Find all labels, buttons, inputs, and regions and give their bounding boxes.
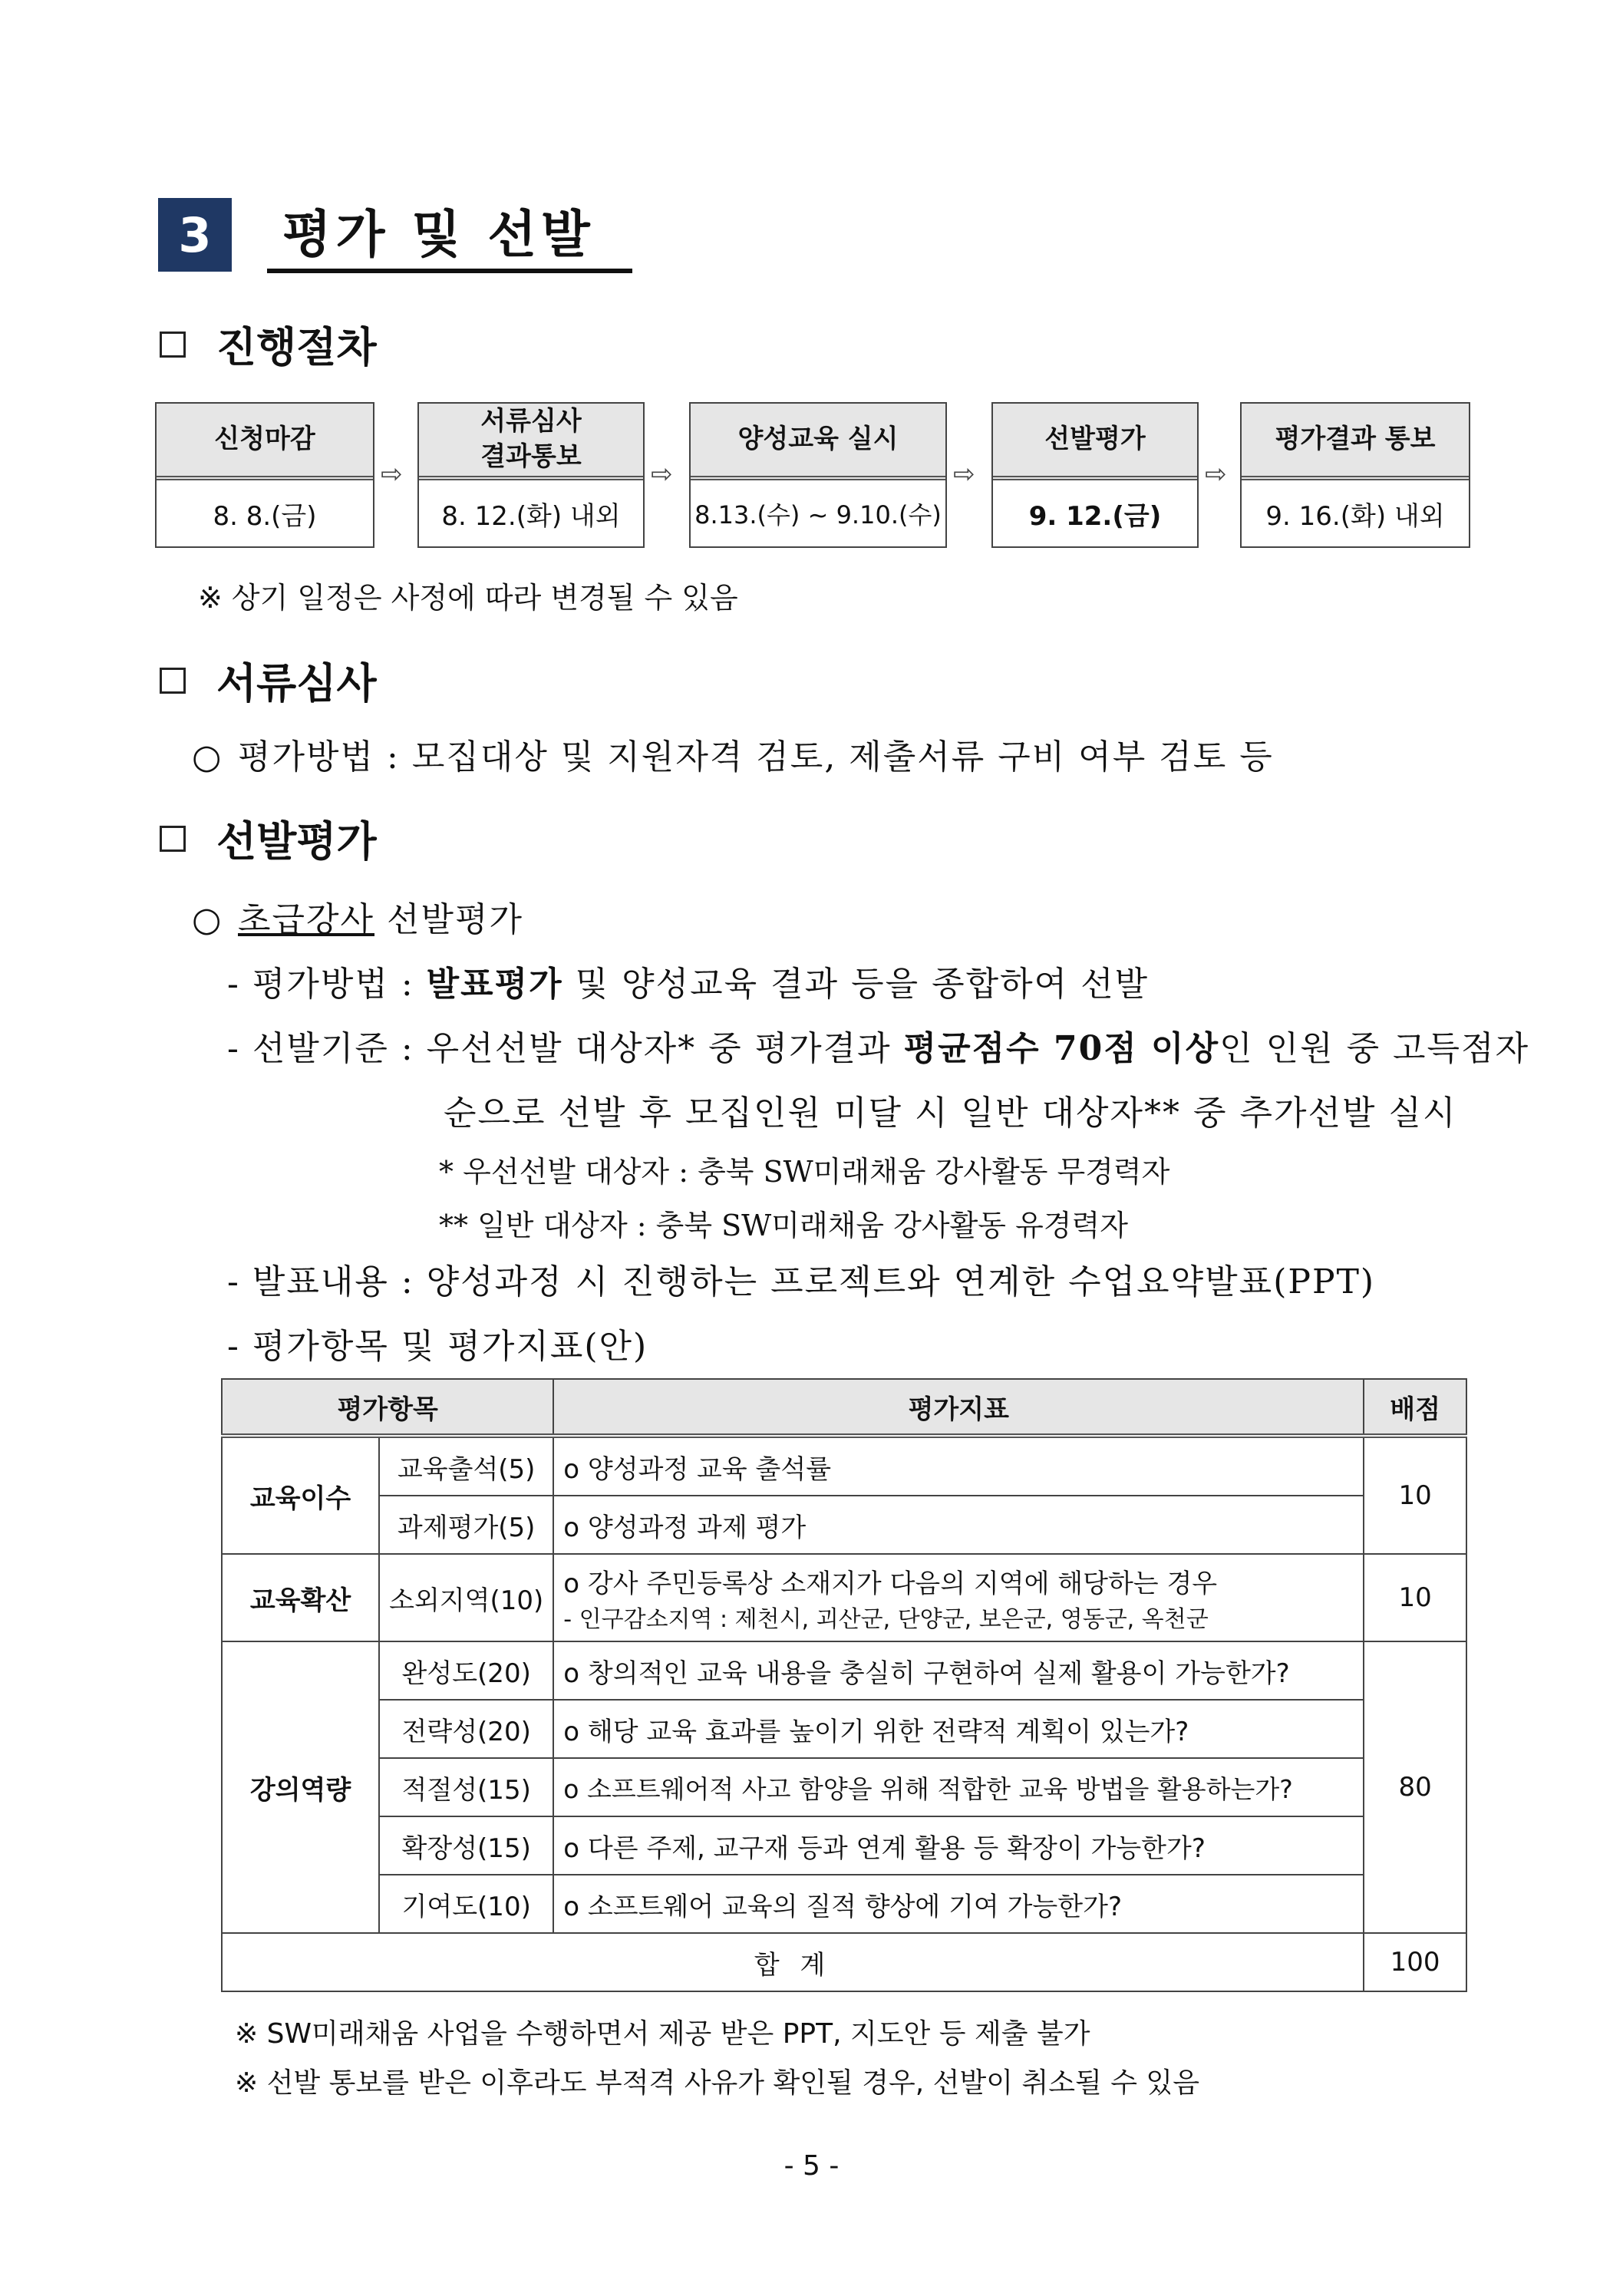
header-item: 평가항목 xyxy=(222,1379,553,1436)
item-cell: 기여도(10) xyxy=(379,1875,553,1933)
arrow-right-icon: ⇨ xyxy=(953,459,975,490)
criteria-a: 우선선발 대상자* 중 평가결과 xyxy=(426,1029,904,1068)
table-row xyxy=(222,1700,1466,1758)
step-date: 9. 16.(화) 내외 xyxy=(1265,500,1445,532)
index-cell: o 창의적인 교육 내용을 충실히 구현하여 실제 활용이 가능한가? xyxy=(553,1641,1364,1700)
score-cell: 10 xyxy=(1364,1554,1466,1641)
criteria-prefix: - 선발기준 : xyxy=(227,1029,427,1068)
header-score: 배점 xyxy=(1364,1379,1466,1436)
page-number: - 5 - xyxy=(783,2150,840,2182)
table-row xyxy=(222,1554,1466,1641)
section-number: 3 xyxy=(158,198,232,272)
index-main: o 강사 주민등록상 소재지가 다음의 지역에 해당하는 경우 xyxy=(563,1568,1218,1599)
procedure-heading xyxy=(160,315,377,374)
step-date: 9. 12.(금) xyxy=(1028,500,1162,532)
selection-heading xyxy=(160,809,377,868)
criteria-line-2: 순으로 선발 후 모집인원 미달 시 일반 대상자** 중 추가선발 실시 xyxy=(444,1094,1457,1133)
document-review-heading xyxy=(160,651,377,710)
step-1 xyxy=(155,402,374,548)
item-cell: 소외지역(10) xyxy=(379,1554,553,1641)
table-row xyxy=(222,1436,1466,1496)
table-row xyxy=(222,1641,1466,1700)
circle-bullet-icon: ○ xyxy=(192,900,223,939)
note-cancel: ※ 선발 통보를 받은 이후라도 부적격 사유가 확인될 경우, 선발이 취소될 수 있음 xyxy=(235,2067,1199,2099)
total-label: 합 계 xyxy=(222,1933,1364,1991)
method-line xyxy=(227,956,1149,1005)
selection-heading-text: 선발평가 xyxy=(216,817,377,866)
index-cell: o 해당 교육 효과를 높이기 위한 전략적 계획이 있는가? xyxy=(553,1700,1364,1758)
total-score: 100 xyxy=(1364,1933,1466,1991)
content-line: - 발표내용 : 양성과정 시 진행하는 프로젝트와 연계한 수업요약발표(PPT) xyxy=(227,1262,1376,1301)
table-row xyxy=(222,1758,1466,1816)
method-rest: 및 양성교육 결과 등을 종합하여 선발 xyxy=(562,965,1150,1004)
index-cell xyxy=(553,1554,1364,1641)
step-2 xyxy=(417,402,645,548)
step-date: 8. 8.(금) xyxy=(213,500,317,532)
arrow-right-icon: ⇨ xyxy=(651,459,673,490)
item-cell: 확장성(15) xyxy=(379,1816,553,1875)
section-title: 평가 및 선발 xyxy=(282,205,595,264)
evaluation-table xyxy=(221,1378,1467,1992)
index-cell: o 소프트웨어적 사고 함양을 위해 적합한 교육 방법을 활용하는가? xyxy=(553,1758,1364,1816)
step-label: 선발평가 xyxy=(993,404,1197,480)
index-cell: o 양성과정 과제 평가 xyxy=(553,1496,1364,1554)
criteria-bold: 평균점수 70점 이상 xyxy=(903,1029,1220,1068)
method-bold: 발표평가 xyxy=(426,965,563,1004)
index-cell: o 양성과정 교육 출석률 xyxy=(553,1436,1364,1496)
index-cell: o 소프트웨어 교육의 질적 향상에 기여 가능한가? xyxy=(553,1875,1364,1933)
table-row xyxy=(222,1816,1466,1875)
footnote-priority: * 우선선발 대상자 : 충북 SW미래채움 강사활동 무경력자 xyxy=(439,1155,1170,1189)
group-label: 강의역량 xyxy=(222,1641,379,1933)
circle-bullet-icon: ○ xyxy=(192,737,223,777)
step-date: 8.13.(수) ~ 9.10.(수) xyxy=(694,500,942,529)
section-title-underline xyxy=(267,269,632,273)
score-cell: 10 xyxy=(1364,1436,1466,1554)
header-index: 평가지표 xyxy=(553,1379,1364,1436)
step-3 xyxy=(689,402,947,548)
selection-subtitle xyxy=(192,892,523,941)
step-5 xyxy=(1240,402,1470,548)
item-cell: 완성도(20) xyxy=(379,1641,553,1700)
checkbox-square-icon xyxy=(160,332,186,358)
arrow-right-icon: ⇨ xyxy=(1205,459,1227,490)
document-review-text xyxy=(192,729,1274,778)
score-cell: 80 xyxy=(1364,1641,1466,1933)
checkbox-square-icon xyxy=(160,826,186,852)
table-row xyxy=(222,1496,1466,1554)
criteria-line xyxy=(227,1021,1529,1070)
index-sub: - 인구감소지역 : 제천시, 괴산군, 단양군, 보은군, 영동군, 옥천군 xyxy=(563,1605,1209,1633)
item-cell: 적절성(15) xyxy=(379,1758,553,1816)
item-cell: 교육출석(5) xyxy=(379,1436,553,1496)
beginner-instructor-label: 초급강사 xyxy=(238,900,375,939)
note-ppt: ※ SW미래채움 사업을 수행하면서 제공 받은 PPT, 지도안 등 제출 불가 xyxy=(235,2018,1090,2050)
group-label: 교육확산 xyxy=(222,1554,379,1641)
footnote-general: ** 일반 대상자 : 충북 SW미래채움 강사활동 유경력자 xyxy=(439,1209,1128,1242)
document-review-method: 평가방법 : 모집대상 및 지원자격 검토, 제출서류 구비 여부 검토 등 xyxy=(238,737,1274,777)
selection-subtitle-rest: 선발평가 xyxy=(374,900,524,939)
table-row xyxy=(222,1875,1466,1933)
step-4 xyxy=(991,402,1199,548)
items-line: - 평가항목 및 평가지표(안) xyxy=(227,1327,648,1366)
checkbox-square-icon xyxy=(160,668,186,694)
arrow-right-icon: ⇨ xyxy=(381,459,403,490)
table-header-row xyxy=(222,1379,1466,1436)
procedure-heading-text: 진행절차 xyxy=(216,323,377,371)
step-label: 서류심사 결과통보 xyxy=(419,404,643,480)
group-label: 교육이수 xyxy=(222,1436,379,1554)
item-cell: 전략성(20) xyxy=(379,1700,553,1758)
document-review-heading-text: 서류심사 xyxy=(216,659,377,708)
step-label: 신청마감 xyxy=(157,404,373,480)
method-prefix: - 평가방법 : xyxy=(227,965,427,1004)
step-label: 평가결과 통보 xyxy=(1242,404,1469,480)
step-label: 양성교육 실시 xyxy=(691,404,945,480)
criteria-b: 인 인원 중 고득점자 xyxy=(1219,1029,1530,1068)
table-total-row xyxy=(222,1933,1466,1991)
item-cell: 과제평가(5) xyxy=(379,1496,553,1554)
step-date: 8. 12.(화) 내외 xyxy=(441,500,621,532)
index-cell: o 다른 주제, 교구재 등과 연계 활용 등 확장이 가능한가? xyxy=(553,1816,1364,1875)
schedule-note: ※ 상기 일정은 사정에 따라 변경될 수 있음 xyxy=(198,581,738,615)
